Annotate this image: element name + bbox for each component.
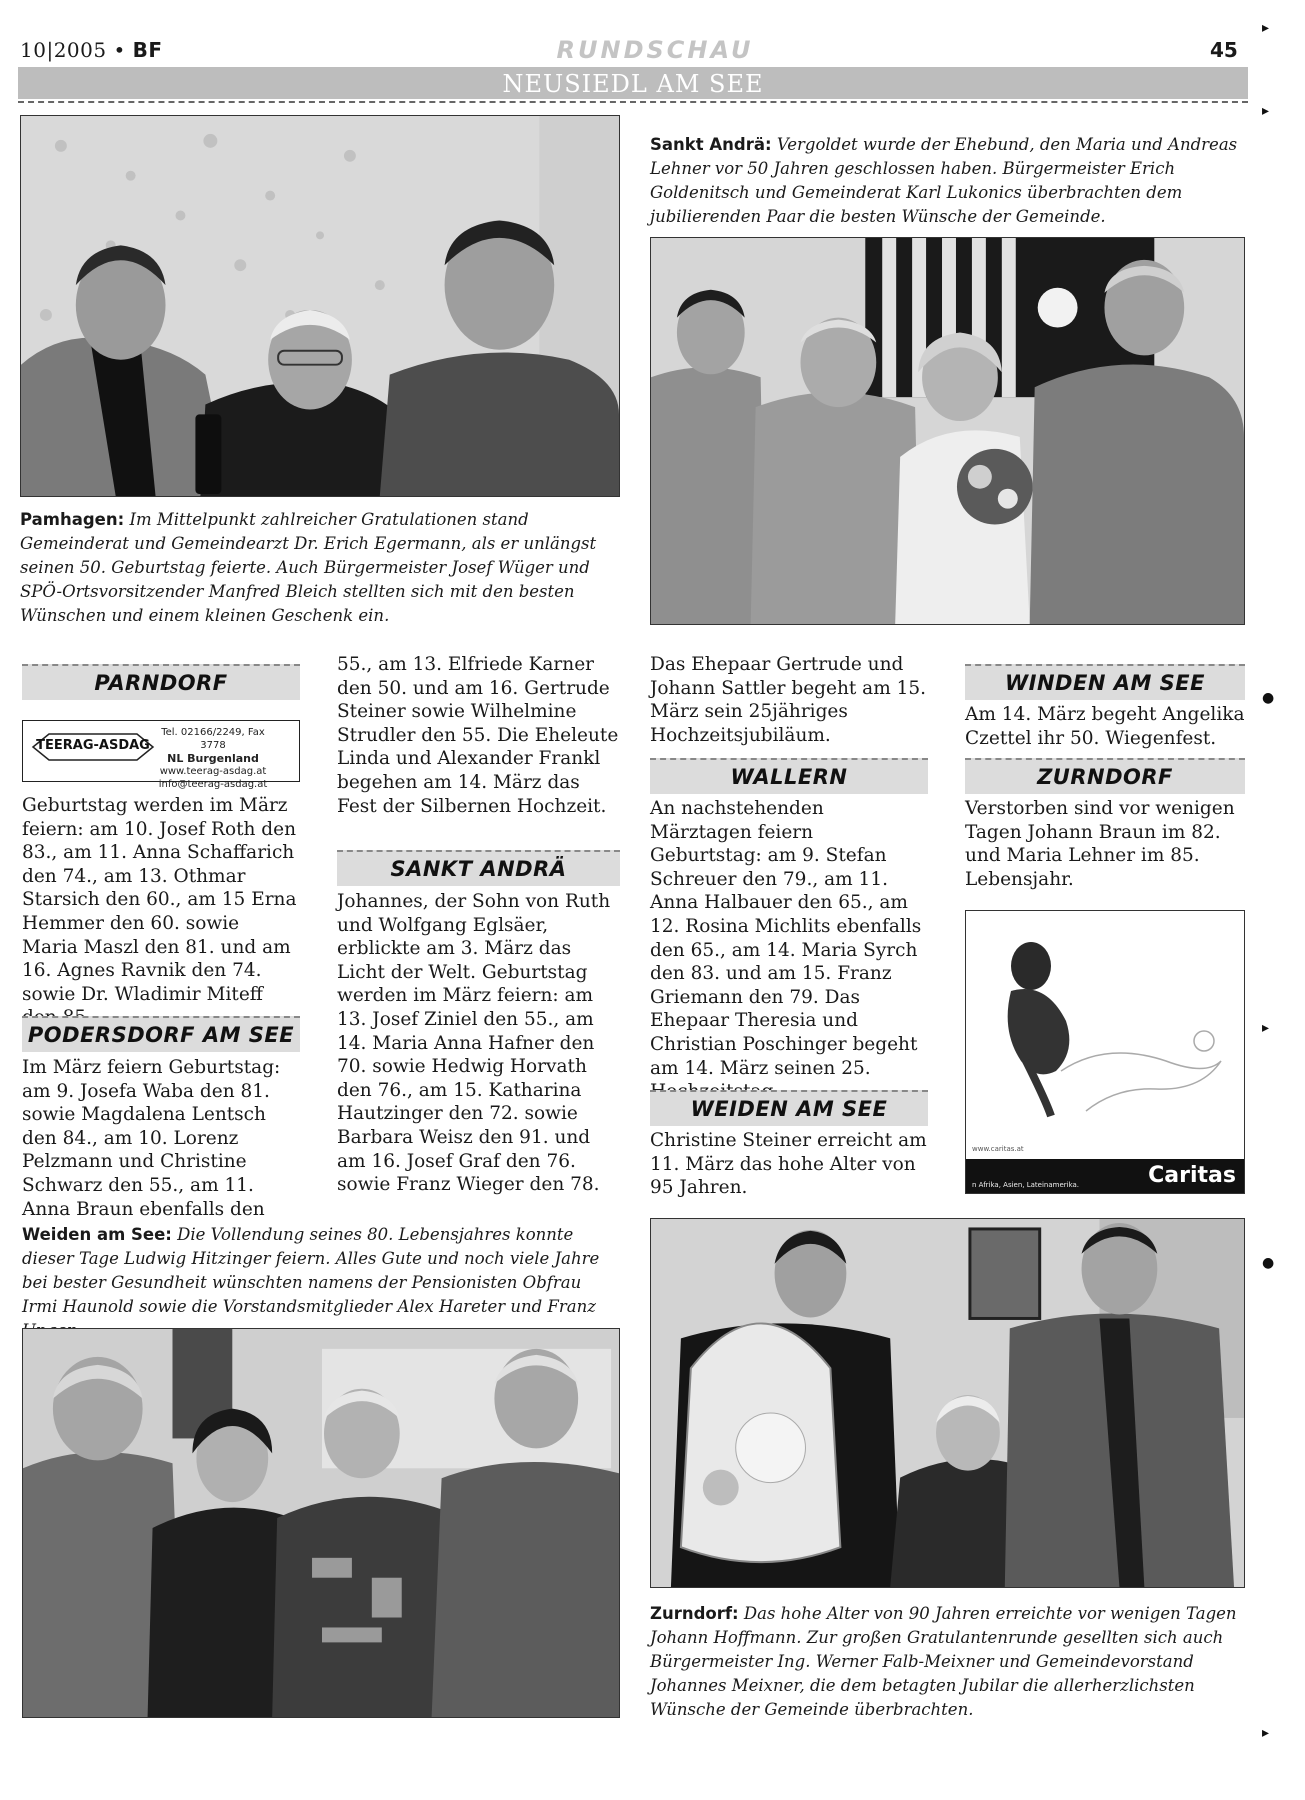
section-header-zurndorf bbox=[965, 758, 1245, 794]
section-title: SANKT ANDRÄ bbox=[390, 857, 567, 881]
section-header-wallern bbox=[650, 758, 928, 794]
page-number: 45 bbox=[1210, 38, 1238, 62]
header-divider bbox=[18, 101, 1248, 103]
section-header-sankt-andrae bbox=[337, 850, 620, 886]
margin-mark-icon: ● bbox=[1262, 1255, 1275, 1271]
section-text-podersdorf-cont: 55., am 13. Elfriede Karner den 50. und am 16. Gertrude Steiner sowie Wilhelmine Strudler den 55. Die Eheleute Linda und Alexander Frankl begehen am 14. März das Fest der Silbernen Hochzeit. bbox=[337, 654, 619, 817]
section-title: PARNDORF bbox=[94, 671, 228, 695]
section-text-sankt-andrae-cont: Das Ehepaar Gertrude und Johann Sattler begeht am 15. März sein 25jähriges Hochzeitsjubiläum. bbox=[650, 654, 927, 746]
ad-branch: NL Burgenland bbox=[167, 752, 259, 765]
margin-mark-icon: ▸ bbox=[1262, 20, 1270, 36]
issue-line bbox=[20, 38, 163, 62]
section-header-podersdorf bbox=[22, 1016, 300, 1052]
caption-lead: Sankt Andrä: bbox=[650, 135, 772, 154]
ad-email: info@teerag-asdag.at bbox=[158, 779, 268, 790]
caption-text: Die Vollendung seines 80. Lebensjahres konnte dieser Tage Ludwig Hitzinger feiern. Alles Gute und noch viele Jahre bei bester Gesundheit wünschten namens der Pensionisten Obfrau Irmi Haunold sowie die Vorstandsmitglieder Alex Hareter und Franz bbox=[22, 1225, 600, 1316]
issue-date: 10|2005 • bbox=[20, 38, 126, 62]
margin-mark-icon: ▸ bbox=[1262, 103, 1270, 119]
caption-lead: Zurndorf: bbox=[650, 1604, 739, 1623]
section-text-zurndorf: Verstorben sind vor wenigen Tagen Johann Braun im 82. und Maria Lehner im 85. Lebensjahr. bbox=[965, 798, 1235, 890]
brand-label: BF bbox=[132, 38, 163, 62]
caption-text: Das hohe Alter von 90 Jahren erreichte vor wenigen Tagen Johann Hoffmann. Zur großen Gratulantenrunde gesellten sich auch Bürgermeister Ing. Werner Falb-Meixner und Gemeindevorstand Johannes Meixner, die dem betagten Jubilar die allerherzlichsten Wünsche der Gemeinde überbrachten. bbox=[650, 1604, 1237, 1719]
section-title: WEIDEN AM SEE bbox=[690, 1097, 888, 1121]
caritas-logo: Caritas bbox=[1148, 1163, 1236, 1188]
section-header-winden bbox=[965, 664, 1245, 700]
caption-lead: Pamhagen: bbox=[20, 510, 125, 529]
section-title: WALLERN bbox=[730, 765, 848, 789]
margin-mark-icon: ▸ bbox=[1262, 1020, 1270, 1036]
child-silhouette-icon bbox=[966, 911, 1245, 1161]
caption-pamhagen bbox=[20, 508, 620, 628]
photo-sankt-andrae bbox=[650, 237, 1245, 625]
section-text-podersdorf: Im März feiern Geburtstag: am 9. Josefa Waba den 81. sowie Magdalena Lentsch den 84., am 10. Lorenz Pelzmann und Christine Schwarz den 55., am 11. Anna Braun ebenfalls den bbox=[22, 1057, 281, 1220]
ad-contact bbox=[153, 726, 273, 791]
margin-mark-icon: ● bbox=[1262, 690, 1275, 706]
margin-mark-icon: ▸ bbox=[1262, 1725, 1270, 1741]
caption-lead: Weiden am See: bbox=[22, 1225, 172, 1244]
teerag-logo-text: TEERAG-ASDAG bbox=[36, 738, 150, 753]
region-title: NEUSIEDL AM SEE bbox=[502, 70, 764, 98]
caption-text: Im Mittelpunkt zahlreicher Gratulationen stand Gemeinderat und Gemeindearzt Dr. Erich Egermann, als er unlängst seinen 50. Geburtstag feierte. Auch Bürgermeister Josef Wüger und SPÖ-Ortsvorsitzender Manfred Bleich stellten sich mit den besten Wünschen und einem kleinen Geschenk ein. bbox=[20, 510, 597, 625]
ad-teerag-asdag bbox=[22, 720, 300, 790]
section-header-weiden bbox=[650, 1090, 928, 1126]
photo-weiden bbox=[22, 1328, 620, 1718]
section-text-sankt-andrae: Johannes, der Sohn von Ruth und Wolfgang Eglsäer, erblickte am 3. März das Licht der Welt. Geburtstag werden im März feiern: am 13. Josef Ziniel den 55., am 14. Maria Anna Hafner den 70. sowie Hedwig Horvath den 76., am 15. Katharina Hautzinger den 72. sowie Barbara Weisz den 91. und am 16. Josef Graf den 76. sowie Franz Wieger den 78. bbox=[337, 891, 611, 1196]
ad-caritas bbox=[965, 910, 1245, 1194]
section-text-wallern: An nachstehenden Märztagen feiern Geburtstag: am 9. Stefan Schreuer den 79., am 11. Anna Halbauer den 65., am 12. Rosina Michlits ebenfalls den 65., am 14. Maria Syrch den 83. und am 15. Franz Griemann den 79. Das Ehepaar Theresia und Christian Poschinger begeht am 14. März seinen 25. bbox=[650, 798, 922, 1079]
section-text-parndorf: Geburtstag werden im März feiern: am 10. Josef Roth den 83., am 11. Anna Schaffarich den 74., am 13. Othmar Starsich den 60., am 15 Erna Hemmer den 60. sowie Maria Maszl den 81. und am 16. Agnes Ravnik den 74. sowie Dr. Wladimir Miteff bbox=[22, 795, 297, 1005]
section-header-parndorf bbox=[22, 664, 300, 700]
photo-pamhagen bbox=[20, 115, 620, 497]
ad-phone: Tel. 02166/2249, Fax 3778 bbox=[161, 727, 265, 751]
caption-weiden bbox=[22, 1223, 620, 1343]
section-title: WINDEN AM SEE bbox=[1005, 671, 1205, 695]
caritas-tagline: n Afrika, Asien, Lateinamerika. bbox=[972, 1181, 1080, 1189]
section-text-weiden: Christine Steiner erreicht am 11. März das hohe Alter von 95 Jahren. bbox=[650, 1130, 927, 1199]
section-title: PODERSDORF AM SEE bbox=[27, 1023, 295, 1047]
caritas-url: www.caritas.at bbox=[972, 1145, 1024, 1153]
section-text-winden: Am 14. März begeht Angelika Czettel ihr 50. Wiegenfest. bbox=[965, 704, 1245, 749]
section-title: ZURNDORF bbox=[1037, 765, 1173, 789]
caption-text: Vergoldet wurde der Ehebund, den Maria und Andreas Lehner vor 50 Jahren geschlossen haben. Bürgermeister Erich Goldenitsch und Gemeinderat Karl Lukonics überbrachten dem jubilierenden Paar die besten Wünsche der Gemeinde. bbox=[650, 135, 1238, 226]
caption-sankt-andrae bbox=[650, 133, 1245, 229]
caption-zurndorf bbox=[650, 1602, 1245, 1722]
section-title: RUNDSCHAU bbox=[556, 36, 754, 64]
photo-zurndorf bbox=[650, 1218, 1245, 1588]
ad-web: www.teerag-asdag.at bbox=[159, 766, 267, 777]
